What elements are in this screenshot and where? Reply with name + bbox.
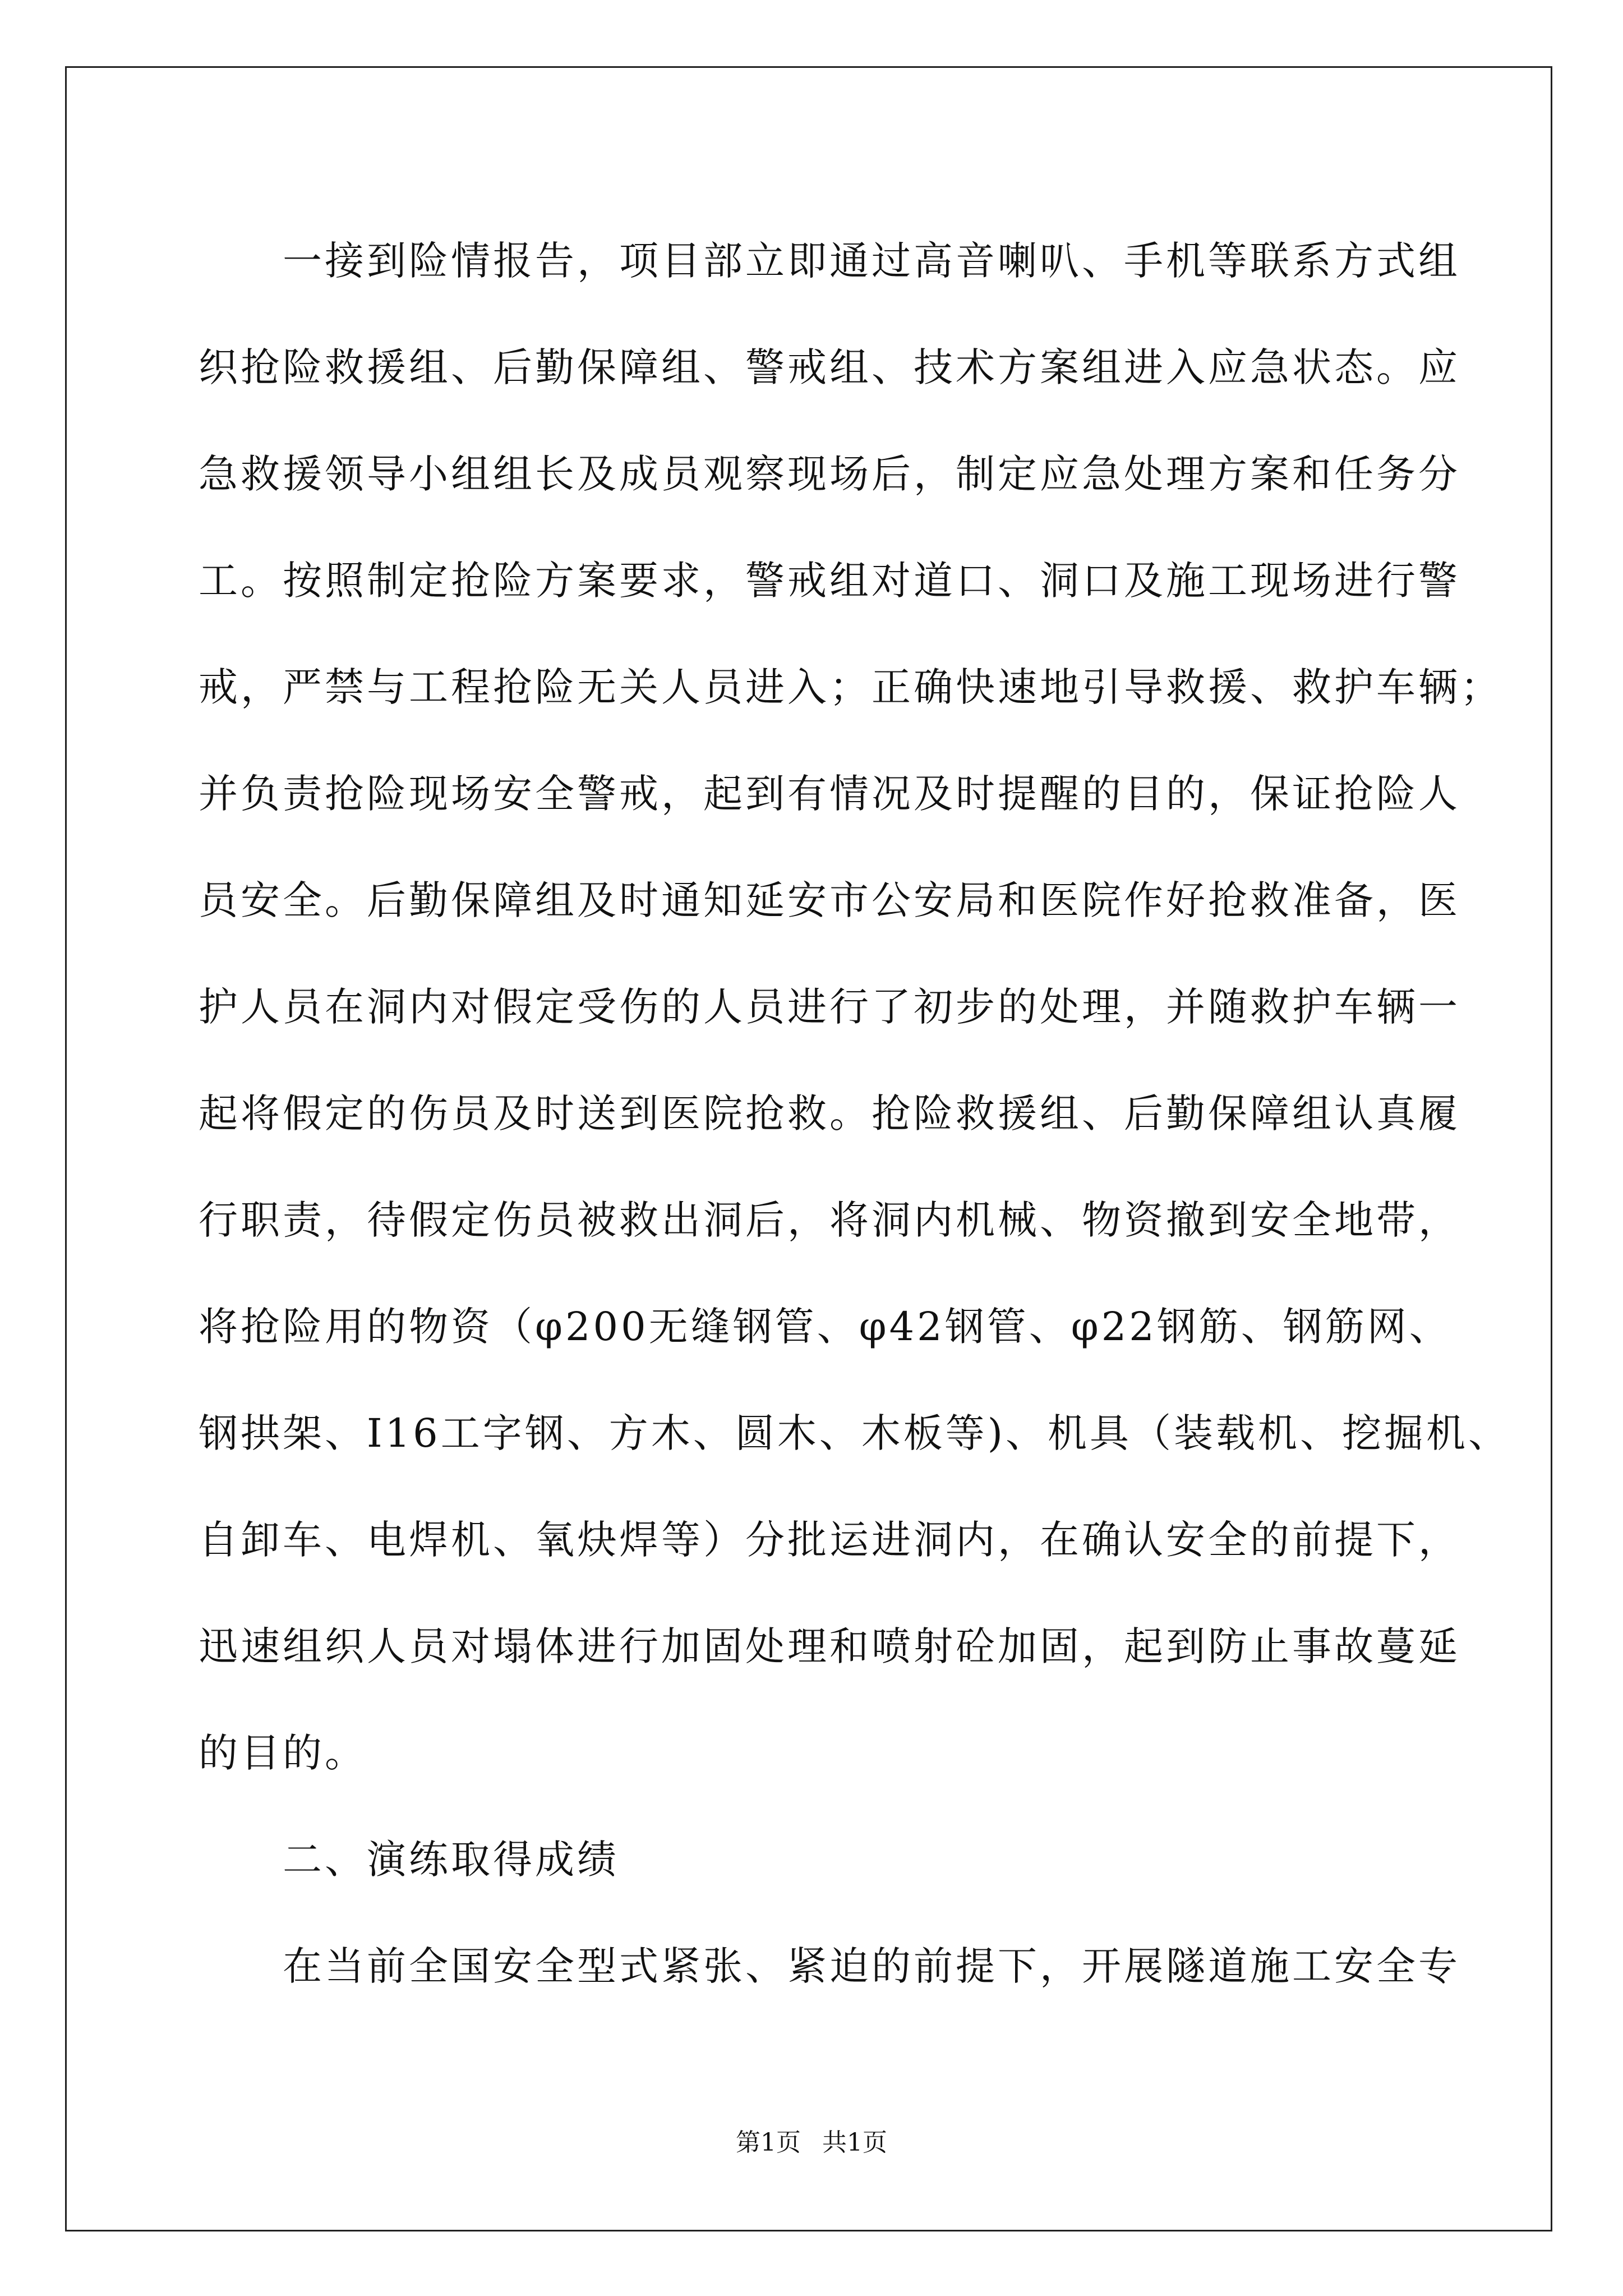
paragraph-line: 戒，严禁与工程抢险无关人员进入；正确快速地引导救援、救护车辆；	[199, 664, 1502, 710]
paragraph-line: 一接到险情报告，项目部立即通过高音喇叭、手机等联系方式组	[283, 238, 1460, 284]
paragraph-line: 护人员在洞内对假定受伤的人员进行了初步的处理，并随救护车辆一	[199, 984, 1460, 1030]
paragraph-line: 在当前全国安全型式紧张、紧迫的前提下，开展隧道施工安全专	[283, 1943, 1460, 1989]
page-number-total: 共1页	[822, 2128, 887, 2157]
page-footer	[0, 2126, 1623, 2160]
paragraph-line: 并负责抢险现场安全警戒，起到有情况及时提醒的目的，保证抢险人	[199, 771, 1460, 817]
paragraph-line: 行职责，待假定伤员被救出洞后，将洞内机械、物资撤到安全地带，	[199, 1197, 1460, 1243]
paragraph-line: 起将假定的伤员及时送到医院抢救。抢险救援组、后勤保障组认真履	[199, 1091, 1460, 1137]
page-number-current: 第1页	[736, 2128, 801, 2157]
paragraph-line: 急救援领导小组组长及成员观察现场后，制定应急处理方案和任务分	[199, 451, 1460, 497]
paragraph-line: 员安全。后勤保障组及时通知延安市公安局和医院作好抢救准备，医	[199, 877, 1460, 923]
paragraph-line: 织抢险救援组、后勤保障组、警戒组、技术方案组进入应急状态。应	[199, 344, 1460, 390]
paragraph-line: 自卸车、电焊机、氧炔焊等）分批运进洞内，在确认安全的前提下，	[199, 1517, 1460, 1563]
document-body	[199, 208, 1511, 2019]
paragraph-line: 的目的。	[199, 1730, 367, 1776]
paragraph-line: 工。按照制定抢险方案要求，警戒组对道口、洞口及施工现场进行警	[199, 558, 1460, 604]
paragraph-line: 将抢险用的物资（φ200无缝钢管、φ42钢管、φ22钢筋、钢筋网、	[199, 1304, 1451, 1350]
paragraph-line: 迅速组织人员对塌体进行加固处理和喷射砼加固，起到防止事故蔓延	[199, 1623, 1460, 1669]
section-heading: 二、演练取得成绩	[283, 1837, 619, 1883]
paragraph-line: 钢拱架、I16工字钢、方木、圆木、木板等)、机具（装载机、挖掘机、	[199, 1410, 1511, 1456]
